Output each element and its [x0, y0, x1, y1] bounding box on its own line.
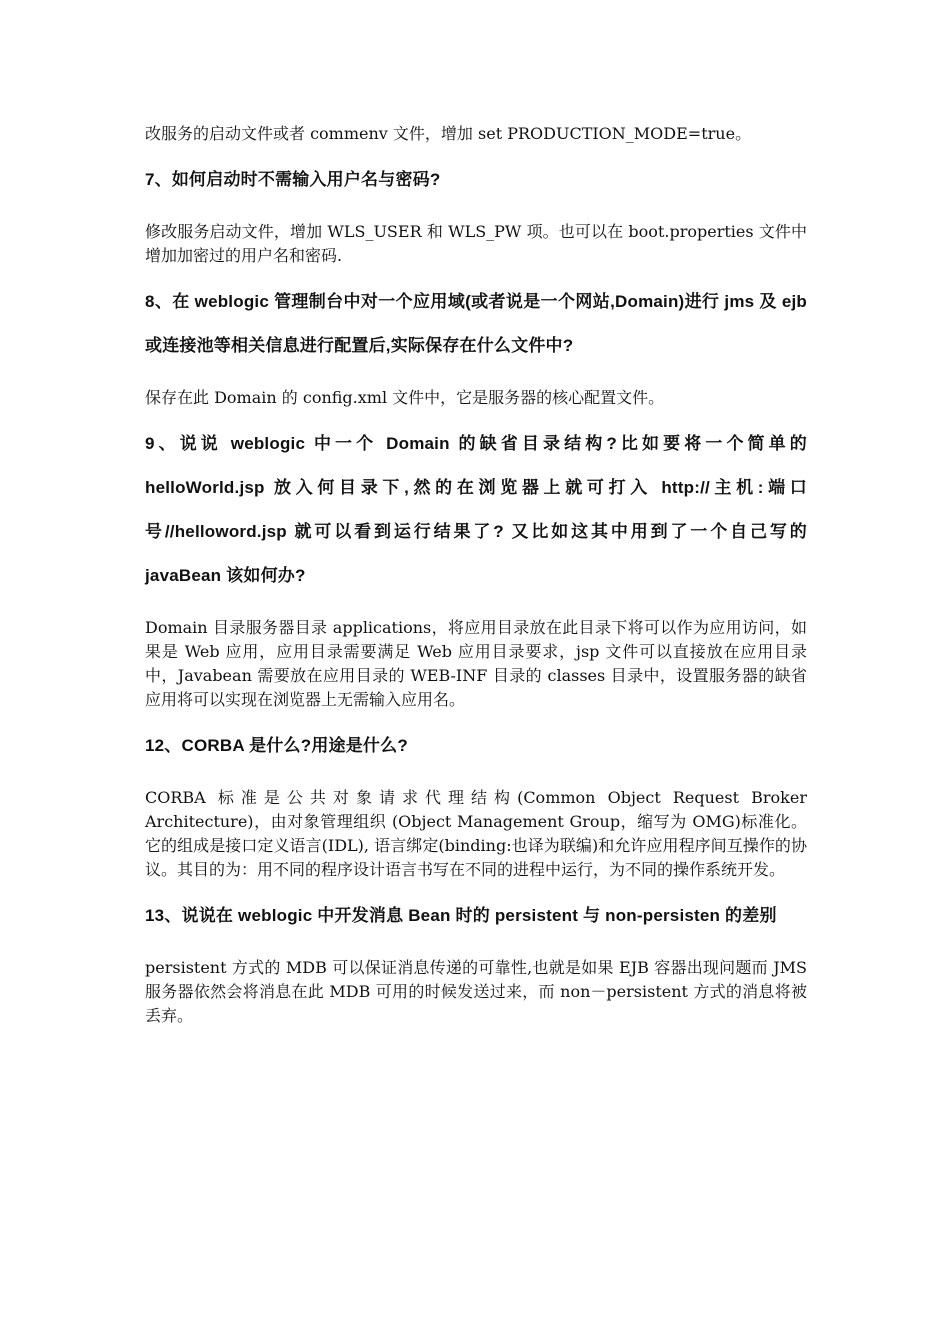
heading-q9: 9、说说 weblogic 中一个 Domain 的缺省目录结构?比如要将一个简单的 helloWorld.jsp 放入何目录下,然的在浏览器上就可打入 http://主机:端口号//helloword.jsp 就可以看到运行结果了? 又比如这其中用到了一个自己写的 javaBean 该如何办?	[145, 434, 807, 585]
heading-q7: 7、如何启动时不需输入用户名与密码?	[145, 170, 441, 189]
paragraph-a8: 保存在此 Domain 的 config.xml 文件中，它是服务器的核心配置文件。	[145, 388, 665, 407]
heading-q13: 13、说说在 weblogic 中开发消息 Bean 时的 persistent 与 non-persisten 的差别	[145, 906, 777, 925]
paragraph-a13: persistent 方式的 MDB 可以保证消息传递的可靠性,也就是如果 EJB 容器出现问题而 JMS 服务器依然会将消息在此 MDB 可用的时候发送过来，而 non－persistent 方式的消息将被丢弃。	[145, 958, 807, 1025]
heading-q8: 8、在 weblogic 管理制台中对一个应用域(或者说是一个网站,Domain)进行 jms 及 ejb 或连接池等相关信息进行配置后,实际保存在什么文件中?	[145, 292, 807, 355]
paragraph-a9: Domain 目录服务器目录 applications，将应用目录放在此目录下将可以作为应用访问，如果是 Web 应用，应用目录需要满足 Web 应用目录要求，jsp 文件可以直接放在应用目录中，Javabean 需要放在应用目录的 WEB-INF 目录的 classes 目录中，设置服务器的缺省应用将可以实现在浏览器上无需输入应用名。	[145, 618, 807, 709]
heading-q12: 12、CORBA 是什么?用途是什么?	[145, 736, 408, 755]
paragraph-a12: CORBA 标准是公共对象请求代理结构(Common Object Request Broker Architecture)，由对象管理组织 (Object Management Group，缩写为 OMG)标准化。它的组成是接口定义语言(IDL), 语言绑定(binding:也译为联编)和允许应用程序间互操作的协议。其目的为：用不同的程序设计语言书写在不同的进程中运行，为不同的操作系统开发。	[145, 788, 807, 879]
document-content	[145, 122, 807, 1028]
paragraph-a7: 修改服务启动文件，增加 WLS_USER 和 WLS_PW 项。也可以在 boot.properties 文件中增加加密过的用户名和密码.	[145, 222, 807, 265]
paragraph-production-mode: 改服务的启动文件或者 commenv 文件，增加 set PRODUCTION_MODE=true。	[145, 124, 752, 143]
